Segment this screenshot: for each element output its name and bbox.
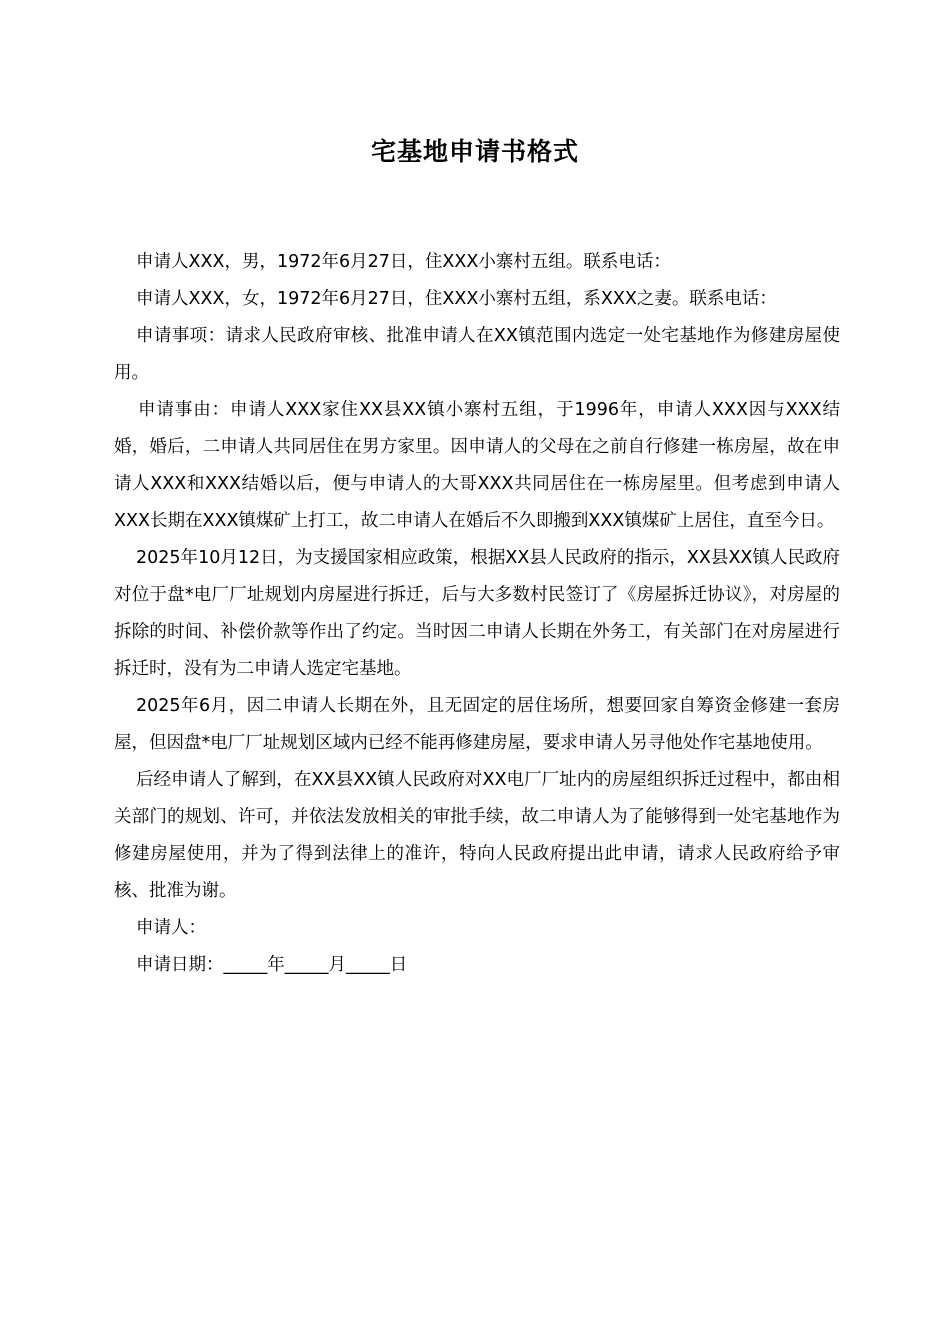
signature-line: 申请人： <box>136 918 206 938</box>
paragraph-application-reason: 申请事由：申请人XXX家住XX县XX镇小寨村五组，于1996年，申请人XXX因与XXX结婚，婚后，二申请人共同居住在男方家里。因申请人的父母在之前自行修建一栋房屋，故在申请人XXX和XXX结婚以后，便与申请人的大哥XXX共同居住在一栋房屋里。但考虑到申请人XXX长期在XXX镇煤矿上打工，故二申请人在婚后不久即搬到XXX镇煤矿上居住，直至今日。 <box>114 400 840 531</box>
paragraph-applicant-female: 申请人XXX，女，1972年6月27日，住XXX小寨村五组，系XXX之妻。联系电话： <box>136 289 777 309</box>
paragraph-applicant-male: 申请人XXX，男，1972年6月27日，住XXX小寨村五组。联系电话： <box>136 252 671 272</box>
paragraph-demolition: 2025年10月12日，为支援国家相应政策，根据XX县人民政府的指示，XX县XX镇人民政府对位于盘*电厂厂址规划内房屋进行拆迁，后与大多数村民签订了《房屋拆迁协议》，对房屋的拆除的时间、补偿价款等作出了约定。当时因二申请人长期在外务工，有关部门在对房屋进行拆迁时，没有为二申请人选定宅基地。 <box>114 548 840 679</box>
paragraph-request: 后经申请人了解到，在XX县XX镇人民政府对XX电厂厂址内的房屋组织拆迁过程中，都由相关部门的规划、许可，并依法发放相关的审批手续，故二申请人为了能够得到一处宅基地作为修建房屋使用，并为了得到法律上的准许，特向人民政府提出此申请，请求人民政府给予审核、批准为谢。 <box>114 770 840 901</box>
document-title: 宅基地申请书格式 <box>370 137 579 166</box>
paragraph-housing-need: 2025年6月，因二申请人长期在外，且无固定的居住场所，想要回家自筹资金修建一套房屋，但因盘*电厂厂址规划区域内已经不能再修建房屋，要求申请人另寻他处作宅基地使用。 <box>114 696 840 753</box>
document-body <box>114 244 840 984</box>
paragraph-application-item: 申请事项：请求人民政府审核、批准申请人在XX镇范围内选定一处宅基地作为修建房屋使用。 <box>114 326 840 383</box>
date-line: 申请日期：_____年_____月_____日 <box>136 955 408 975</box>
